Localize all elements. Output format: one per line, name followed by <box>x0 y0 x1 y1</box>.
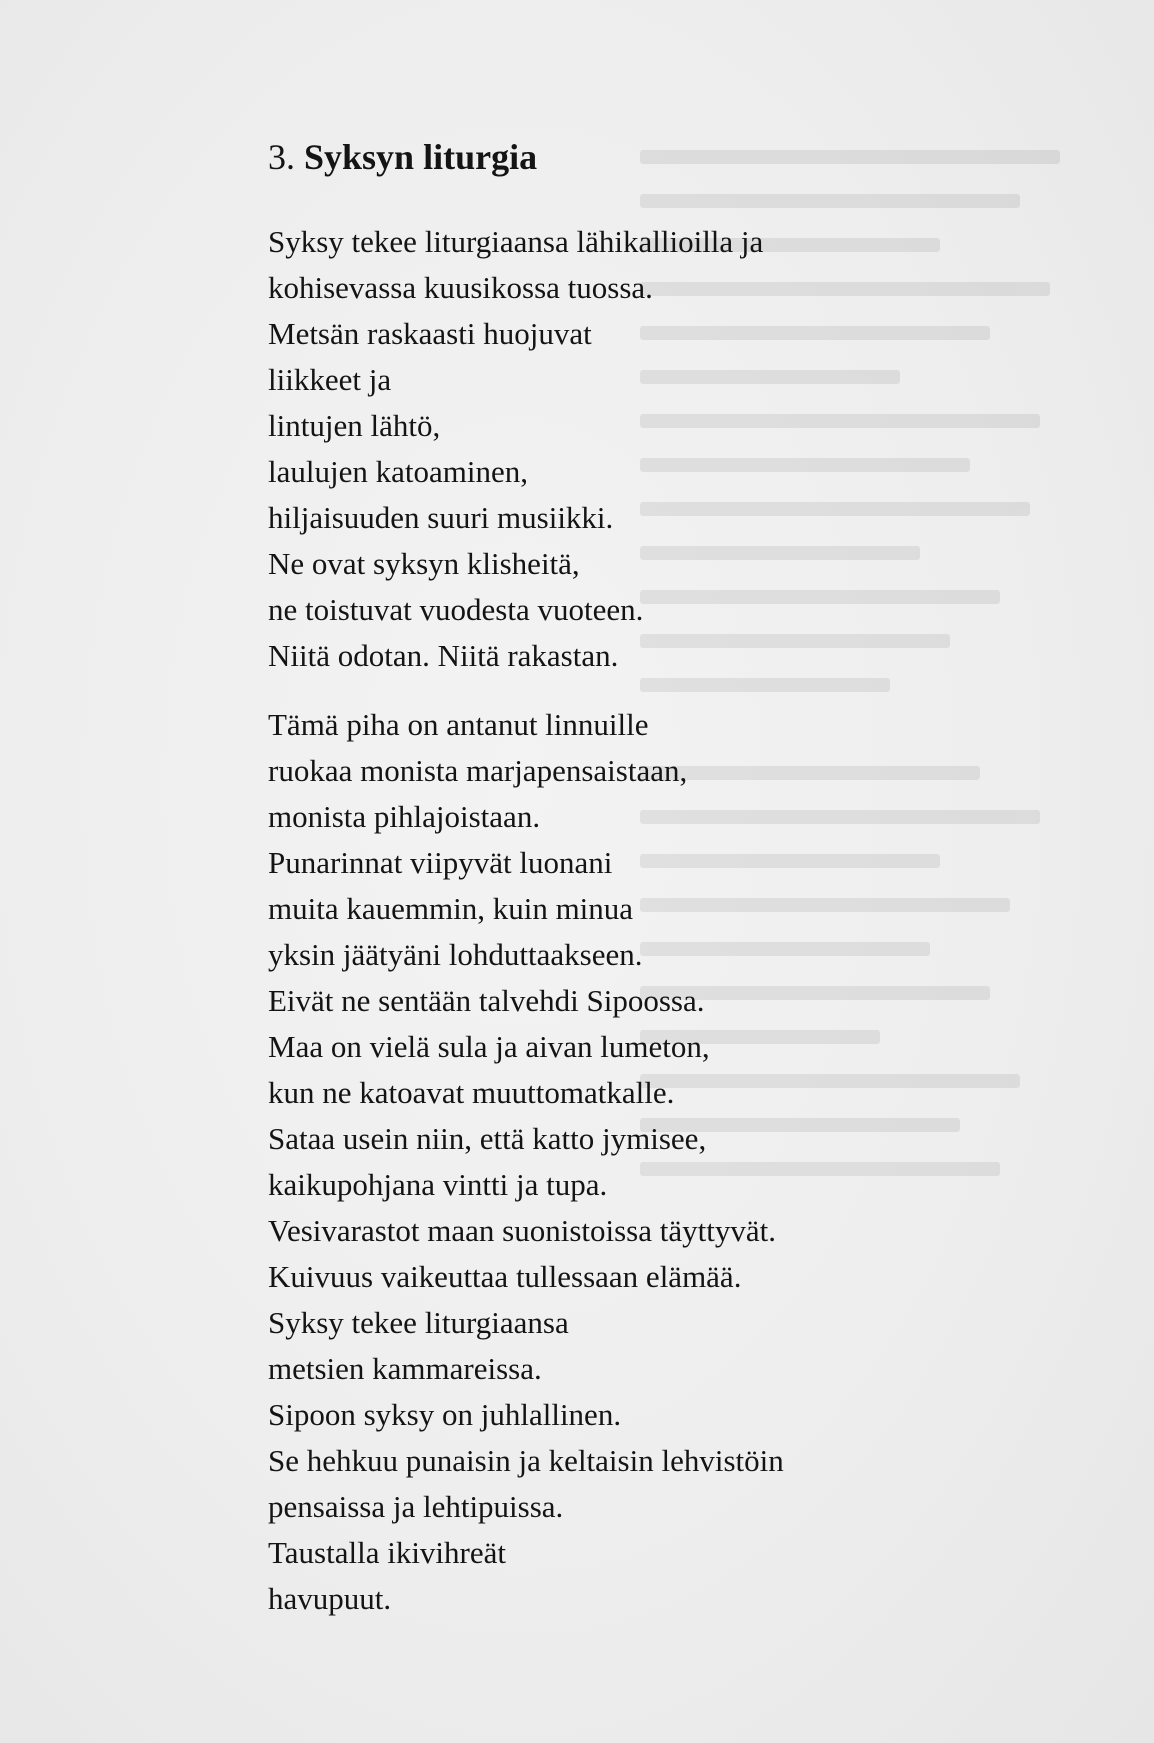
poem-line: Maa on vielä sula ja aivan lumeton, <box>268 1029 710 1064</box>
poem-line: Sipoon syksy on juhlallinen. <box>268 1397 622 1432</box>
poem-line: ruokaa monista marjapensaistaan, <box>268 753 688 788</box>
poem-line: kaikupohjana vintti ja tupa. <box>268 1167 608 1202</box>
poem-line: Tämä piha on antanut linnuille <box>268 707 649 742</box>
poem-line: metsien kammareissa. <box>268 1351 542 1386</box>
poem-line: kohisevassa kuusikossa tuossa. <box>268 270 653 305</box>
poem-title: Syksyn liturgia <box>304 137 538 177</box>
poem-line: Se hehkuu punaisin ja keltaisin lehvistöin <box>268 1443 784 1478</box>
poem-line: Metsän raskaasti huojuvat <box>268 316 592 351</box>
poem <box>268 133 1068 1622</box>
poem-line: kun ne katoavat muuttomatkalle. <box>268 1075 675 1110</box>
poem-line: Syksy tekee liturgiaansa lähikallioilla ja <box>268 224 764 259</box>
stanza-2 <box>268 702 1068 1622</box>
poem-line: Punarinnat viipyvät luonani <box>268 845 613 880</box>
poem-line: lintujen lähtö, <box>268 408 441 443</box>
poem-line: laulujen katoaminen, <box>268 454 528 489</box>
poem-line: yksin jäätyäni lohduttaakseen. <box>268 937 643 972</box>
poem-line: hiljaisuuden suuri musiikki. <box>268 500 614 535</box>
poem-line: ne toistuvat vuodesta vuoteen. <box>268 592 644 627</box>
poem-line: muita kauemmin, kuin minua <box>268 891 634 926</box>
poem-line: Taustalla ikivihreät <box>268 1535 506 1570</box>
poem-number: 3. <box>268 137 295 177</box>
poem-line: havupuut. <box>268 1581 392 1616</box>
poem-heading <box>268 133 1068 181</box>
poem-line: Niitä odotan. Niitä rakastan. <box>268 638 619 673</box>
poem-line: Sataa usein niin, että katto jymisee, <box>268 1121 707 1156</box>
poem-line: Ne ovat syksyn klisheitä, <box>268 546 580 581</box>
poem-line: Vesivarastot maan suonistoissa täyttyvät. <box>268 1213 776 1248</box>
poem-line: monista pihlajoistaan. <box>268 799 541 834</box>
poem-line: liikkeet ja <box>268 362 392 397</box>
poem-line: Eivät ne sentään talvehdi Sipoossa. <box>268 983 705 1018</box>
poem-line: pensaissa ja lehtipuissa. <box>268 1489 564 1524</box>
poem-line: Syksy tekee liturgiaansa <box>268 1305 569 1340</box>
poem-line: Kuivuus vaikeuttaa tullessaan elämää. <box>268 1259 742 1294</box>
stanza-1 <box>268 219 1068 679</box>
